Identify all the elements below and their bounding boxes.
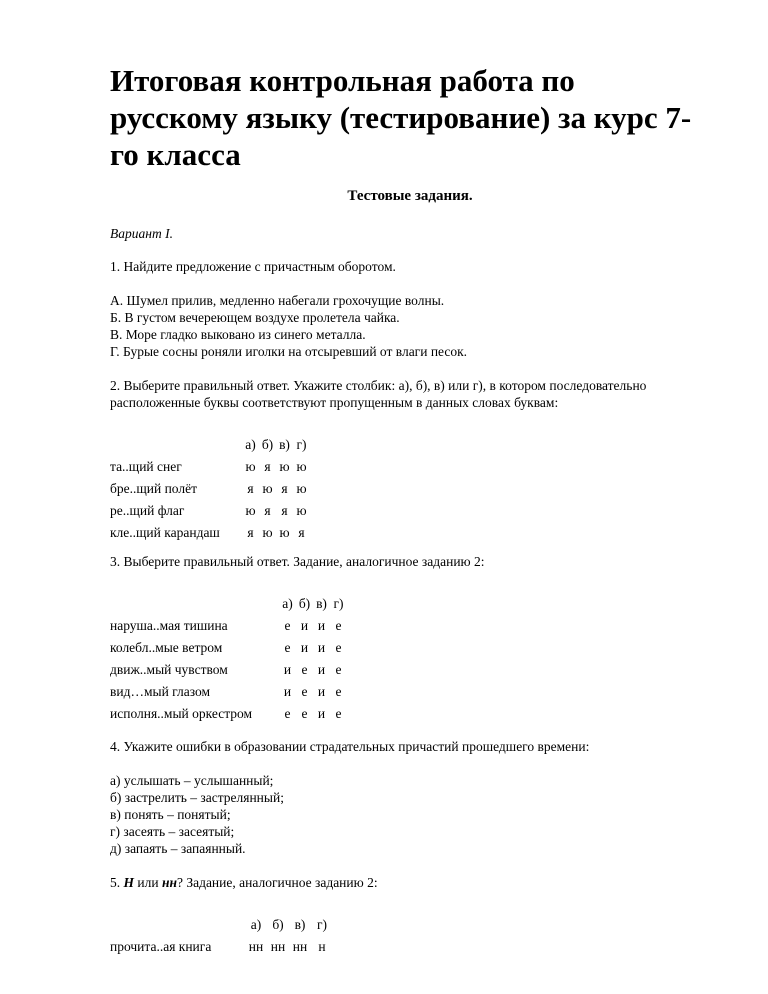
letter-cell: е — [284, 617, 291, 633]
question-1-text: 1. Найдите предложение с причастным оборотом. — [110, 259, 396, 274]
letter-cell: е — [335, 617, 342, 633]
letter-cell: ю — [279, 458, 290, 474]
word-cell: наруша..мая тишина — [110, 617, 228, 633]
table-row — [110, 658, 347, 680]
word-cell: та..щий снег — [110, 458, 182, 474]
letter-cell: нн — [248, 938, 264, 954]
variant-label: Вариант I. — [110, 226, 173, 241]
word-cell: ре..щий флаг — [110, 502, 185, 518]
question-2-text: 2. Выберите правильный ответ. Укажите столбик: а), б), в) или г), в котором последовательно расположенные буквы соответствуют пропущенным в данных словах буквам: — [110, 378, 647, 410]
column-header: а) — [282, 595, 293, 611]
column-header: в) — [316, 595, 327, 611]
question-4-option: в) понять – понятый; — [110, 807, 231, 822]
question-5-prefix: 5. — [110, 875, 124, 890]
table-row — [110, 680, 347, 702]
letter-cell: и — [317, 639, 326, 655]
document-subtitle: Тестовые задания. — [347, 188, 473, 204]
letter-cell: и — [317, 683, 326, 699]
letter-cell: е — [301, 661, 308, 677]
letter-cell: е — [335, 639, 342, 655]
question-3-text: 3. Выберите правильный ответ. Задание, аналогичное заданию 2: — [110, 554, 485, 569]
word-cell: движ..мый чувством — [110, 661, 228, 677]
column-header: г) — [296, 436, 307, 452]
document-page — [110, 62, 710, 957]
question-4-option: б) застрелить – застрелянный; — [110, 790, 284, 805]
question-5-emphasis-nn: нн — [161, 875, 177, 890]
table-row — [110, 455, 310, 477]
letter-cell: е — [301, 683, 308, 699]
letter-cell: е — [284, 705, 291, 721]
word-cell: вид…мый глазом — [110, 683, 211, 699]
question-4-option: а) услышать – услышанный; — [110, 773, 274, 788]
question-1-option: А. Шумел прилив, медленно набегали грохочущие волны. — [110, 293, 445, 308]
letter-cell: и — [317, 705, 326, 721]
letter-cell: е — [335, 683, 342, 699]
word-cell: колебл..мые ветром — [110, 639, 223, 655]
letter-cell: ю — [262, 524, 273, 540]
letter-cell: и — [283, 661, 292, 677]
question-4-option: д) запаять – запаянный. — [110, 841, 246, 856]
letter-cell: я — [298, 524, 305, 540]
question-1-option: В. Море гладко выковано из синего металла. — [110, 327, 366, 342]
letter-cell: е — [335, 705, 342, 721]
letter-cell: и — [300, 639, 309, 655]
letter-cell: нн — [270, 938, 286, 954]
question-1-option: Г. Бурые сосны роняли иголки на отсыревший от влаги песок. — [110, 344, 468, 359]
question-4-option: г) засеять – засеятый; — [110, 824, 235, 839]
letter-cell: и — [283, 683, 292, 699]
letter-cell: ю — [245, 502, 256, 518]
column-header: б) — [272, 916, 284, 932]
question-5-mid: или — [134, 875, 162, 890]
letter-cell: и — [317, 617, 326, 633]
letter-cell: и — [317, 661, 326, 677]
table-header-row — [110, 433, 310, 455]
question-5-text — [110, 874, 710, 891]
question-3-table — [110, 592, 347, 724]
word-cell: прочита..ая книга — [110, 938, 212, 954]
letter-cell: н — [318, 938, 326, 954]
letter-cell: е — [301, 705, 308, 721]
letter-cell: ю — [296, 458, 307, 474]
question-2-table — [110, 433, 310, 543]
column-header: г) — [333, 595, 344, 611]
word-cell: бре..щий полёт — [110, 480, 198, 496]
letter-cell: я — [281, 502, 288, 518]
letter-cell: я — [264, 458, 271, 474]
letter-cell: и — [300, 617, 309, 633]
document-title: Итоговая контрольная работа по русскому языку (тестирование) за курс 7-го класса — [110, 63, 692, 172]
letter-cell: нн — [292, 938, 308, 954]
word-cell: исполня..мый оркестром — [110, 705, 253, 721]
question-4-text: 4. Укажите ошибки в образовании страдательных причастий прошедшего времени: — [110, 739, 590, 754]
column-header: в) — [279, 436, 290, 452]
column-header: в) — [294, 916, 306, 932]
letter-cell: ю — [262, 480, 273, 496]
table-row — [110, 935, 333, 957]
column-header: а) — [245, 436, 256, 452]
table-row — [110, 521, 310, 543]
table-header-row — [110, 913, 333, 935]
letter-cell: я — [281, 480, 288, 496]
question-1-option: Б. В густом вечереющем воздухе пролетела чайка. — [110, 310, 400, 325]
letter-cell: ю — [279, 524, 290, 540]
letter-cell: я — [247, 480, 254, 496]
table-row — [110, 614, 347, 636]
table-header-row — [110, 592, 347, 614]
letter-cell: ю — [296, 480, 307, 496]
column-header: б) — [261, 436, 274, 452]
letter-cell: е — [335, 661, 342, 677]
question-5-emphasis-n: Н — [123, 875, 135, 890]
table-row — [110, 702, 347, 724]
letter-cell: е — [284, 639, 291, 655]
column-header: б) — [298, 595, 311, 611]
letter-cell: ю — [296, 502, 307, 518]
question-5-suffix: ? Задание, аналогичное заданию 2: — [176, 875, 378, 890]
letter-cell: я — [247, 524, 254, 540]
letter-cell: я — [264, 502, 271, 518]
column-header: а) — [250, 916, 262, 932]
table-row — [110, 477, 310, 499]
table-row — [110, 499, 310, 521]
table-row — [110, 636, 347, 658]
word-cell: кле..щий карандаш — [110, 524, 220, 540]
question-5-table — [110, 913, 333, 957]
letter-cell: ю — [245, 458, 256, 474]
column-header: г) — [316, 916, 328, 932]
